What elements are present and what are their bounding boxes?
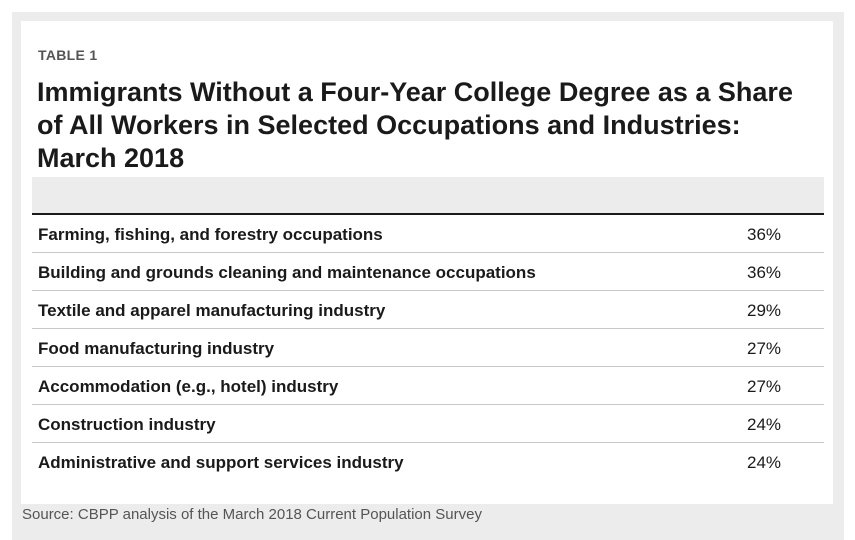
table-row	[32, 367, 824, 405]
table-row	[32, 215, 824, 253]
row-label: Farming, fishing, and forestry occupations	[38, 225, 383, 244]
table-header-band	[32, 177, 824, 215]
table-frame	[12, 12, 844, 540]
row-label: Accommodation (e.g., hotel) industry	[38, 377, 339, 396]
table-row	[32, 443, 824, 480]
row-label: Food manufacturing industry	[38, 339, 275, 358]
table-title: Immigrants Without a Four-Year College Degree as a Share of All Workers in Selected Occupations and Industries: March 2018	[37, 77, 793, 173]
table-row	[32, 253, 824, 291]
row-value: 29%	[747, 301, 782, 320]
row-label: Administrative and support services industry	[38, 453, 404, 472]
table-row	[32, 291, 824, 329]
row-value: 24%	[747, 453, 782, 472]
row-value: 24%	[747, 415, 782, 434]
table-body	[32, 215, 824, 480]
row-label: Textile and apparel manufacturing industry	[38, 301, 386, 320]
source-note: Source: CBPP analysis of the March 2018 Current Population Survey	[22, 506, 482, 523]
row-value: 27%	[747, 377, 782, 396]
row-value: 27%	[747, 339, 782, 358]
table-row	[32, 329, 824, 367]
table-row	[32, 405, 824, 443]
row-value: 36%	[747, 263, 782, 282]
row-label: Building and grounds cleaning and maintenance occupations	[38, 263, 536, 282]
table-label: TABLE 1	[38, 47, 98, 63]
row-value: 36%	[747, 225, 782, 244]
table-card	[21, 21, 833, 504]
row-label: Construction industry	[38, 415, 216, 434]
